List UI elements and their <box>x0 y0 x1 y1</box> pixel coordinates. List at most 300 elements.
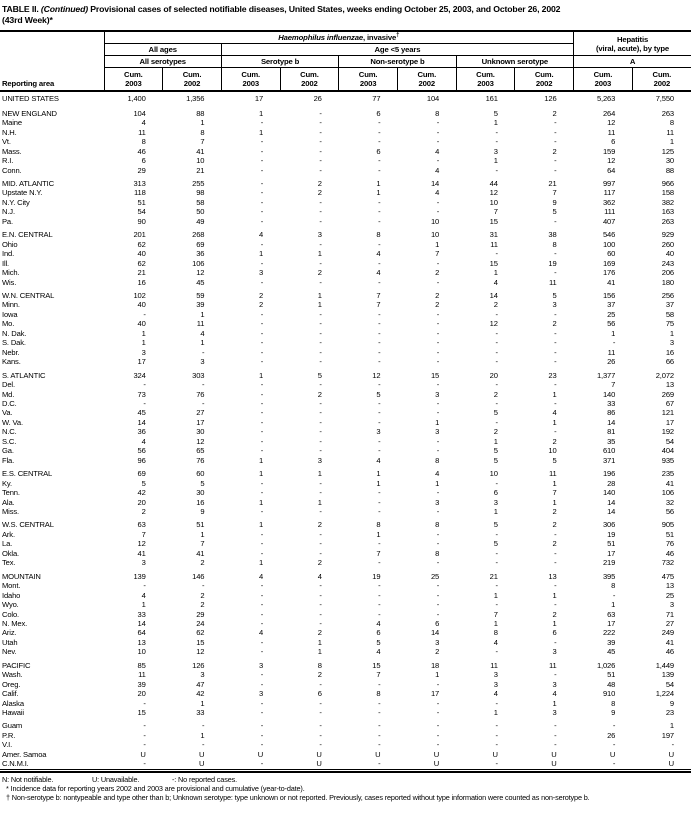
value-cell: 3 <box>435 427 440 437</box>
value-cell: - <box>495 698 498 708</box>
value-cell: 62 <box>196 628 205 638</box>
value-cell: 31 <box>489 230 498 240</box>
value-cell: - <box>319 239 322 249</box>
value-cell: 12 <box>137 539 146 549</box>
value-cell: 14 <box>607 497 616 507</box>
value-cell: - <box>260 436 264 446</box>
value-cell: 12 <box>196 268 205 278</box>
table-row <box>0 581 691 590</box>
value-cell: 9 <box>669 698 674 708</box>
value-cell: - <box>495 740 498 750</box>
value-cell: 6 <box>376 628 381 638</box>
value-cell: 104 <box>133 108 146 118</box>
value-cell: 23 <box>665 708 674 718</box>
value-cell: 106 <box>661 488 674 498</box>
value-cell: 1 <box>200 529 205 539</box>
value-cell: 159 <box>602 146 616 156</box>
value-cell: 4 <box>200 328 205 338</box>
value-cell: 2 <box>493 427 498 437</box>
value-cell: - <box>260 357 264 367</box>
table-row <box>0 488 691 497</box>
reporting-area-cell: Amer. Samoa <box>2 749 47 759</box>
reporting-area-cell: Ill. <box>2 258 9 268</box>
value-cell: 1 <box>259 497 264 507</box>
value-cell: - <box>260 590 264 600</box>
value-cell: 19 <box>548 258 557 268</box>
value-cell: - <box>143 698 146 708</box>
value-cell: - <box>436 118 440 128</box>
table-header <box>0 31 691 91</box>
value-cell: - <box>319 618 322 628</box>
value-cell: 38 <box>548 230 557 240</box>
value-cell: - <box>436 600 440 610</box>
value-cell: 4 <box>376 249 381 259</box>
value-cell: 29 <box>137 165 146 175</box>
value-cell: 235 <box>661 469 674 479</box>
value-cell: 104 <box>426 94 440 104</box>
value-cell: 40 <box>137 319 146 329</box>
value-cell: U <box>609 749 616 759</box>
value-cell: 118 <box>134 188 146 198</box>
value-cell: - <box>260 478 264 488</box>
value-cell: 4 <box>552 689 557 699</box>
value-cell: 49 <box>196 216 205 226</box>
value-cell: 16 <box>196 497 205 507</box>
value-cell: 8 <box>200 127 205 137</box>
value-cell: U <box>668 759 674 769</box>
value-cell: - <box>554 730 557 740</box>
value-cell: 64 <box>137 628 146 638</box>
value-cell: - <box>260 347 264 357</box>
table-row <box>0 437 691 446</box>
value-cell: - <box>260 600 264 610</box>
value-cell: 910 <box>602 689 616 699</box>
page-title <box>0 0 691 25</box>
footnote-dagger: † Non-serotype b: nontypeable and type other than b; Unknown serotype: type unknown or not reported. Previously, cases reported without type information were counted as non-serotype b. <box>6 793 590 803</box>
value-cell: 18 <box>430 660 440 670</box>
value-cell: - <box>378 446 381 456</box>
value-cell: 45 <box>196 277 205 287</box>
value-cell: - <box>319 478 322 488</box>
value-cell: - <box>260 216 264 226</box>
value-cell: - <box>554 548 557 558</box>
value-cell: 27 <box>196 408 205 418</box>
value-cell: 11 <box>490 239 498 249</box>
value-cell: - <box>495 600 498 610</box>
value-cell: - <box>319 679 322 689</box>
value-cell: 1 <box>259 127 264 137</box>
value-cell: - <box>260 609 264 619</box>
value-cell: 7 <box>611 380 616 390</box>
value-cell: 1 <box>259 469 264 479</box>
value-cell: 2 <box>493 300 498 310</box>
value-cell: 4 <box>376 618 381 628</box>
value-cell: 139 <box>133 571 146 581</box>
value-cell: 371 <box>602 455 616 465</box>
value-cell: - <box>378 207 381 217</box>
value-cell: 1 <box>376 179 381 189</box>
value-cell: 39 <box>196 300 205 310</box>
value-cell: 8 <box>611 581 616 591</box>
table-row <box>0 175 691 188</box>
value-cell: 30 <box>196 488 205 498</box>
reporting-area-cell: Ark. <box>2 529 15 539</box>
value-cell: 6 <box>376 108 381 118</box>
value-cell: - <box>260 239 264 249</box>
value-cell: - <box>260 698 264 708</box>
value-cell: - <box>260 398 264 408</box>
value-cell: - <box>495 730 498 740</box>
value-cell: 2 <box>552 319 557 329</box>
value-cell: - <box>260 488 264 498</box>
value-cell: 81 <box>607 427 616 437</box>
value-cell: - <box>554 357 557 367</box>
col-header-cum2002: Cum. 2002 <box>632 68 691 91</box>
value-cell: 36 <box>137 427 146 437</box>
value-cell: 313 <box>133 179 146 189</box>
value-cell: - <box>378 436 381 446</box>
value-cell: - <box>436 506 440 516</box>
table-row <box>0 628 691 637</box>
value-cell: 100 <box>602 239 616 249</box>
value-cell: 46 <box>137 146 146 156</box>
value-cell: 26 <box>313 94 322 104</box>
value-cell: - <box>436 127 440 137</box>
value-cell: 10 <box>430 230 440 240</box>
value-cell: 11 <box>548 469 557 479</box>
col-header-cum2002: Cum. 2002 <box>397 68 456 91</box>
table-row <box>0 338 691 347</box>
value-cell: 146 <box>192 571 205 581</box>
value-cell: 4 <box>317 571 322 581</box>
value-cell: - <box>260 165 264 175</box>
value-cell: - <box>378 609 381 619</box>
value-cell: 21 <box>548 179 557 189</box>
col-header-cum2003: Cum. 2003 <box>456 68 515 91</box>
value-cell: - <box>612 759 616 769</box>
value-cell: - <box>260 427 264 437</box>
value-cell: 3 <box>493 670 498 680</box>
reporting-area-cell: Tex. <box>2 558 16 568</box>
table-row <box>0 647 691 656</box>
value-cell: 156 <box>602 291 616 300</box>
table-row <box>0 680 691 689</box>
value-cell: 20 <box>489 370 498 380</box>
value-cell: 17 <box>196 417 205 427</box>
value-cell: - <box>260 446 264 456</box>
value-cell: 1 <box>141 338 146 348</box>
value-cell: 4 <box>141 118 146 128</box>
value-cell: 1 <box>669 137 674 147</box>
value-cell: 5 <box>376 637 381 647</box>
value-cell: 12 <box>607 156 616 166</box>
value-cell: 1 <box>435 239 440 249</box>
value-cell: - <box>378 698 381 708</box>
value-cell: - <box>143 730 146 740</box>
value-cell: - <box>436 408 440 418</box>
value-cell: 2,072 <box>655 370 674 380</box>
value-cell: - <box>143 740 146 750</box>
value-cell: 33 <box>137 609 146 619</box>
reporting-area-cell: Mo. <box>2 319 15 329</box>
reporting-area-cell: Miss. <box>2 506 19 516</box>
value-cell: 117 <box>603 188 616 198</box>
value-cell: 9 <box>611 708 616 718</box>
value-cell: - <box>260 637 264 647</box>
serotype-b-header: Serotype b <box>221 56 338 68</box>
value-cell: 58 <box>665 309 674 319</box>
value-cell: 2 <box>493 389 498 399</box>
value-cell: 26 <box>607 357 616 367</box>
title-rest: Provisional cases of selected notifiable diseases, United States, weeks ending October 25, 2003, and October 26, 2002 <box>87 4 561 14</box>
value-cell: - <box>554 216 557 226</box>
value-cell: 88 <box>665 165 674 175</box>
value-cell: 2 <box>552 609 557 619</box>
value-cell: 41 <box>196 146 205 156</box>
value-cell: 39 <box>607 637 616 647</box>
value-cell: 3 <box>200 670 205 680</box>
reporting-area-cell: Colo. <box>2 609 19 619</box>
value-cell: 10 <box>137 647 146 657</box>
reporting-area-cell: N.C. <box>2 427 17 437</box>
value-cell: 1,224 <box>655 689 674 699</box>
value-cell: 5 <box>493 455 498 465</box>
value-cell: - <box>319 338 322 348</box>
value-cell: - <box>143 759 146 769</box>
table-row <box>0 217 691 226</box>
value-cell: - <box>378 216 381 226</box>
value-cell: 5,263 <box>596 94 616 104</box>
reporting-area-cell: La. <box>2 539 13 549</box>
value-cell: - <box>260 188 264 198</box>
value-cell: - <box>319 408 322 418</box>
reporting-area-cell: Tenn. <box>2 488 20 498</box>
value-cell: - <box>260 529 264 539</box>
value-cell: 1 <box>611 600 616 610</box>
value-cell: - <box>260 319 264 329</box>
value-cell: - <box>495 721 498 731</box>
value-cell: - <box>495 478 498 488</box>
value-cell: - <box>319 319 322 329</box>
table-row <box>0 689 691 698</box>
value-cell: 4 <box>141 436 146 446</box>
table-row <box>0 591 691 600</box>
table-row <box>0 600 691 609</box>
value-cell: - <box>319 357 322 367</box>
value-cell: - <box>378 497 381 507</box>
value-cell: 2 <box>317 268 322 278</box>
value-cell: 2 <box>141 506 146 516</box>
value-cell: 85 <box>137 660 146 670</box>
value-cell: 21 <box>489 571 498 581</box>
col-header-cum2003: Cum. 2003 <box>339 68 398 91</box>
value-cell: 382 <box>661 197 674 207</box>
value-cell: - <box>554 581 557 591</box>
value-cell: 1 <box>493 436 498 446</box>
reporting-area-cell: Md. <box>2 389 15 399</box>
reporting-area-cell: Ga. <box>2 446 14 456</box>
value-cell: 1,026 <box>596 660 616 670</box>
all-ages-header: All ages <box>104 44 221 56</box>
value-cell: - <box>378 309 381 319</box>
unknown-serotype-header: Unknown serotype <box>456 56 573 68</box>
value-cell: 14 <box>607 417 616 427</box>
value-cell: - <box>554 249 557 259</box>
value-cell: 264 <box>602 108 616 118</box>
value-cell: 7 <box>200 539 205 549</box>
table-row <box>0 348 691 357</box>
value-cell: - <box>319 417 322 427</box>
value-cell: 71 <box>665 609 674 619</box>
value-cell: - <box>436 277 440 287</box>
value-cell: - <box>319 708 322 718</box>
value-cell: 3 <box>435 497 440 507</box>
reporting-area-cell: Va. <box>2 408 13 418</box>
value-cell: 65 <box>196 446 205 456</box>
value-cell: U <box>492 749 498 759</box>
value-cell: - <box>612 721 616 731</box>
value-cell: - <box>495 647 498 657</box>
value-cell: 48 <box>607 679 616 689</box>
value-cell: 6 <box>435 618 440 628</box>
hepatitis-group-header: Hepatitis (viral, acute), by type <box>574 31 691 56</box>
value-cell: - <box>495 759 498 769</box>
value-cell: 222 <box>602 628 616 638</box>
value-cell: 8 <box>435 548 440 558</box>
value-cell: 10 <box>489 469 498 479</box>
value-cell: 610 <box>602 446 616 456</box>
table-row <box>0 699 691 708</box>
value-cell: - <box>436 357 440 367</box>
value-cell: 256 <box>661 291 674 300</box>
table-row <box>0 638 691 647</box>
value-cell: 3 <box>493 146 498 156</box>
value-cell: 14 <box>607 506 616 516</box>
value-cell: 11 <box>548 277 557 287</box>
value-cell: U <box>433 749 440 759</box>
value-cell: 3 <box>259 689 264 699</box>
value-cell: 37 <box>607 300 616 310</box>
reporting-area-cell: W.N. CENTRAL <box>2 291 55 300</box>
reporting-area-cell: MID. ATLANTIC <box>2 179 54 189</box>
value-cell: 51 <box>665 529 674 539</box>
table-row <box>0 147 691 156</box>
value-cell: 1 <box>259 370 264 380</box>
value-cell: 121 <box>661 408 674 418</box>
value-cell: 2 <box>317 558 322 568</box>
table-row <box>0 759 691 768</box>
value-cell: 25 <box>430 571 440 581</box>
table-row <box>0 610 691 619</box>
value-cell: - <box>378 581 381 591</box>
value-cell: - <box>436 740 440 750</box>
reporting-area-cell: S.C. <box>2 436 17 446</box>
value-cell: 88 <box>196 108 205 118</box>
value-cell: 15 <box>430 370 440 380</box>
value-cell: 102 <box>133 291 146 300</box>
value-cell: 3 <box>317 230 322 240</box>
value-cell: 1 <box>141 328 146 338</box>
reporting-area-cell: Upstate N.Y. <box>2 188 43 198</box>
value-cell: 268 <box>192 230 205 240</box>
value-cell: - <box>260 197 264 207</box>
value-cell: - <box>495 249 498 259</box>
value-cell: - <box>319 197 322 207</box>
value-cell: - <box>260 207 264 217</box>
table-row <box>0 507 691 516</box>
value-cell: 7 <box>493 609 498 619</box>
reporting-area-cell: Wyo. <box>2 600 19 610</box>
value-cell: 197 <box>661 730 674 740</box>
reporting-area-cell: Fla. <box>2 455 15 465</box>
table-row <box>0 357 691 366</box>
value-cell: 1,356 <box>186 94 205 104</box>
reporting-area-cell: Ala. <box>2 497 15 507</box>
table-row <box>0 329 691 338</box>
value-cell: 28 <box>607 478 616 488</box>
value-cell: 1 <box>552 590 557 600</box>
value-cell: - <box>378 539 381 549</box>
value-cell: - <box>554 165 557 175</box>
value-cell: - <box>612 338 616 348</box>
value-cell: - <box>378 127 381 137</box>
value-cell: - <box>554 309 557 319</box>
value-cell: 32 <box>665 497 674 507</box>
value-cell: U <box>316 749 322 759</box>
value-cell: 269 <box>661 389 674 399</box>
table-row <box>0 166 691 175</box>
legend-no-cases: -: No reported cases. <box>172 775 237 785</box>
reporting-area-cell: V.I. <box>2 740 13 750</box>
value-cell: 3 <box>493 497 498 507</box>
value-cell: - <box>495 398 498 408</box>
table-row <box>0 657 691 670</box>
reporting-area-cell: Conn. <box>2 165 22 175</box>
value-cell: - <box>495 558 498 568</box>
table-row <box>0 91 691 105</box>
value-cell: 2 <box>552 520 557 530</box>
value-cell: 45 <box>607 647 616 657</box>
value-cell: 17 <box>137 357 146 367</box>
value-cell: - <box>436 708 440 718</box>
value-cell: 140 <box>602 389 616 399</box>
reporting-area-cell: Ind. <box>2 249 15 259</box>
value-cell: 180 <box>661 277 674 287</box>
value-cell: 1 <box>317 647 322 657</box>
value-cell: - <box>260 647 264 657</box>
table-row <box>0 105 691 118</box>
value-cell: 5 <box>552 291 557 300</box>
value-cell: - <box>436 338 440 348</box>
value-cell: 8 <box>317 660 322 670</box>
value-cell: 1 <box>259 558 264 568</box>
value-cell: 2 <box>200 600 205 610</box>
reporting-area-cell: Wis. <box>2 277 17 287</box>
value-cell: 1 <box>141 600 146 610</box>
value-cell: 9 <box>552 197 557 207</box>
value-cell: - <box>612 590 616 600</box>
value-cell: 1 <box>552 497 557 507</box>
value-cell: 8 <box>376 520 381 530</box>
value-cell: 76 <box>665 539 674 549</box>
value-cell: - <box>554 529 557 539</box>
value-cell: 2 <box>435 268 440 278</box>
value-cell: 15 <box>196 637 205 647</box>
value-cell: - <box>436 730 440 740</box>
footnote-star: * Incidence data for reporting years 2002 and 2003 are provisional and cumulative (year-to-date). <box>6 784 305 794</box>
value-cell: 11 <box>548 660 557 670</box>
table-body <box>0 91 691 769</box>
